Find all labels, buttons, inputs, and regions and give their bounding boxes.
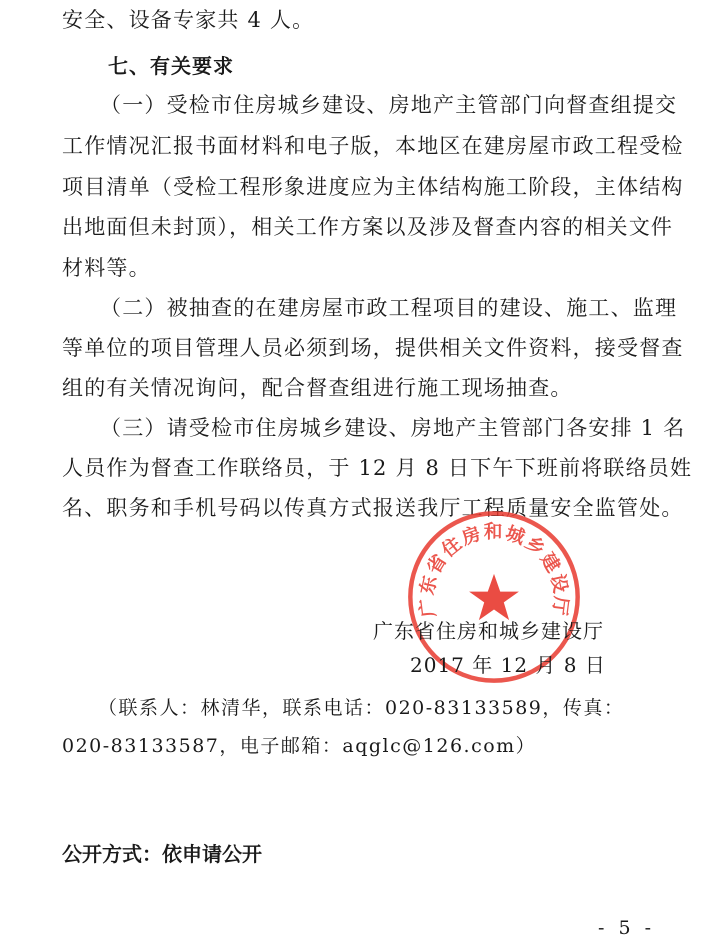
section-heading: 七、有关要求: [108, 54, 234, 78]
body-line: 出地面但未封顶），相关工作方案以及涉及督查内容的相关文件: [62, 215, 674, 239]
seal-text: 广东省住房和城乡建设厅: [416, 521, 572, 619]
body-line: （三）请受检市住房城乡建设、房地产主管部门各安排 1 名: [100, 416, 686, 440]
disclosure-label: 公开方式：依申请公开: [62, 842, 262, 866]
page-number: - 5 -: [598, 917, 656, 939]
body-line: （二）被抽查的在建房屋市政工程项目的建设、施工、监理: [100, 296, 678, 320]
signature-date: 2017 年 12 月 8 日: [410, 653, 606, 677]
contact-line: （联系人：林清华，联系电话：020-83133589，传真：: [98, 697, 625, 719]
body-line: 安全、设备专家共 4 人。: [62, 8, 315, 32]
body-line: 组的有关情况询问，配合督查组进行施工现场抽查。: [62, 376, 573, 400]
seal-star-icon: [469, 574, 519, 620]
body-line: 工作情况汇报书面材料和电子版，本地区在建房屋市政工程受检: [62, 134, 684, 158]
body-line: 项目清单（受检工程形象进度应为主体结构施工阶段，主体结构: [62, 175, 684, 199]
body-line: 人员作为督查工作联络员，于 12 月 8 日下午下班前将联络员姓: [62, 456, 693, 480]
body-line: 等单位的项目管理人员必须到场，提供相关文件资料，接受督查: [62, 336, 684, 360]
body-line: 名、职务和手机号码以传真方式报送我厅工程质量安全监管处。: [62, 496, 684, 520]
contact-line: 020-83133587，电子邮箱：aqglc@126.com）: [62, 735, 537, 757]
signature-organization: 广东省住房和城乡建设厅: [373, 619, 604, 643]
body-line: 材料等。: [62, 256, 151, 280]
body-line: （一）受检市住房城乡建设、房地产主管部门向督查组提交: [100, 93, 678, 117]
